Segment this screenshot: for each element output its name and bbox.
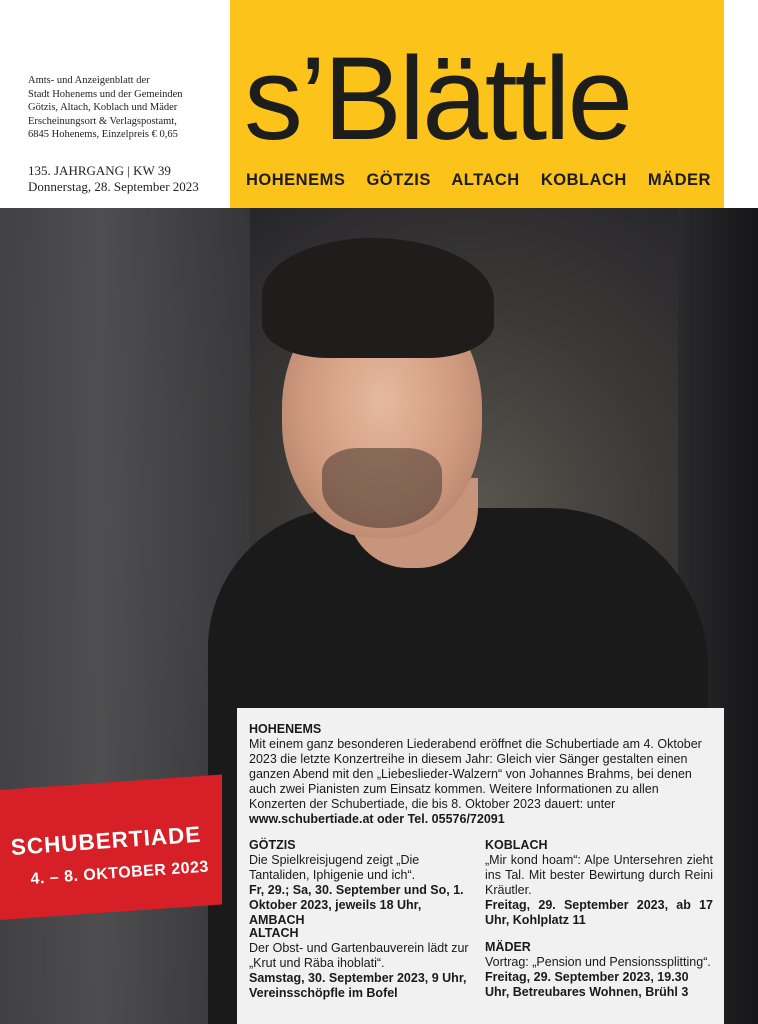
imprint-line: 6845 Hohenems, Einzelpreis € 0,65 [28,129,178,140]
issue-info [28,163,199,195]
event-description: Die Spielkreisjugend zeigt „Die Tantaliden, Iphigenie und ich“. [249,853,420,882]
imprint-line: Stadt Hohenems und der Gemeinden [28,88,183,100]
imprint-block [28,74,228,142]
imprint-text [28,74,228,142]
town-maeder: MÄDER [647,171,711,189]
imprint-line: Amts- und Anzeigenblatt der [28,75,150,86]
event-altach [249,926,475,1001]
event-heading: ALTACH [249,926,299,940]
issue-date: Donnerstag, 28. September 2023 [28,179,199,194]
event-heading: GÖTZIS [249,838,296,852]
banner-dates: 4. – 8. OKTOBER 2023 [30,858,210,888]
event-heading: HOHENEMS [249,722,322,736]
banner-title: SCHUBERTIADE [10,821,203,860]
event-details: Samstag, 30. September 2023, 9 Uhr, Vereinsschöpfle im Bofel [249,971,467,1000]
person-beard [322,448,442,528]
town-goetzis: GÖTZIS [366,171,431,189]
event-hohenems [249,722,713,827]
event-details: Freitag, 29. September 2023, 19.30 Uhr, Betreubares Wohnen, Brühl 3 [485,970,689,999]
logo-box [230,0,724,218]
event-link[interactable]: www.schubertiade.at oder Tel. 05576/72091 [249,812,505,826]
event-heading: KOBLACH [485,838,548,852]
person-hair [262,238,494,358]
logo: s’Blättle [244,33,631,165]
event-description: Der Obst- und Gartenbauverein lädt zur „Krut und Räba ihoblati“. [249,941,469,970]
event-description: Vortrag: „Pension und Pensionssplitting“. [485,955,711,969]
imprint-line: Götzis, Altach, Koblach und Mäder [28,102,178,113]
event-heading: MÄDER [485,940,531,954]
imprint-line: Erscheinungsort & Verlagspostamt, [28,115,177,127]
event-description: „Mir kond hoam“: Alpe Untersehren zieht ins Tal. Mit bester Bewirtung durch Reini Kräutler. [485,853,713,897]
event-details: Fr, 29.; Sa, 30. September und So, 1. Oktober 2023, jeweils 18 Uhr, AMBACH [249,883,464,927]
event-goetzis [249,838,475,928]
events-panel [237,708,724,1024]
event-text [249,737,713,827]
event-maeder [485,940,713,1000]
town-altach: ALTACH [451,171,520,189]
event-description: Mit einem ganz besonderen Liederabend eröffnet die Schubertiade am 4. Oktober 2023 die letzte Konzertreihe in diesem Jahr: Gleich vier Sänger gestalten einen ganzen Abend mit den „Liebeslieder-Walzern“ von Johannes Brahms, bei denen auch zwei Pianisten zum Einsatz kommen. Weitere Informationen zu allen Konzerten der Schubertiade, die bis 8. Oktober 2023 dauert: unter [249,737,702,811]
town-hohenems: HOHENEMS [246,171,346,189]
event-koblach [485,838,713,928]
towns-list [246,171,711,190]
issue-line: 135. JAHRGANG | KW 39 [28,163,171,178]
event-details: Freitag, 29. September 2023, ab 17 Uhr, Kohlplatz 11 [485,898,713,927]
town-koblach: KOBLACH [540,171,627,189]
